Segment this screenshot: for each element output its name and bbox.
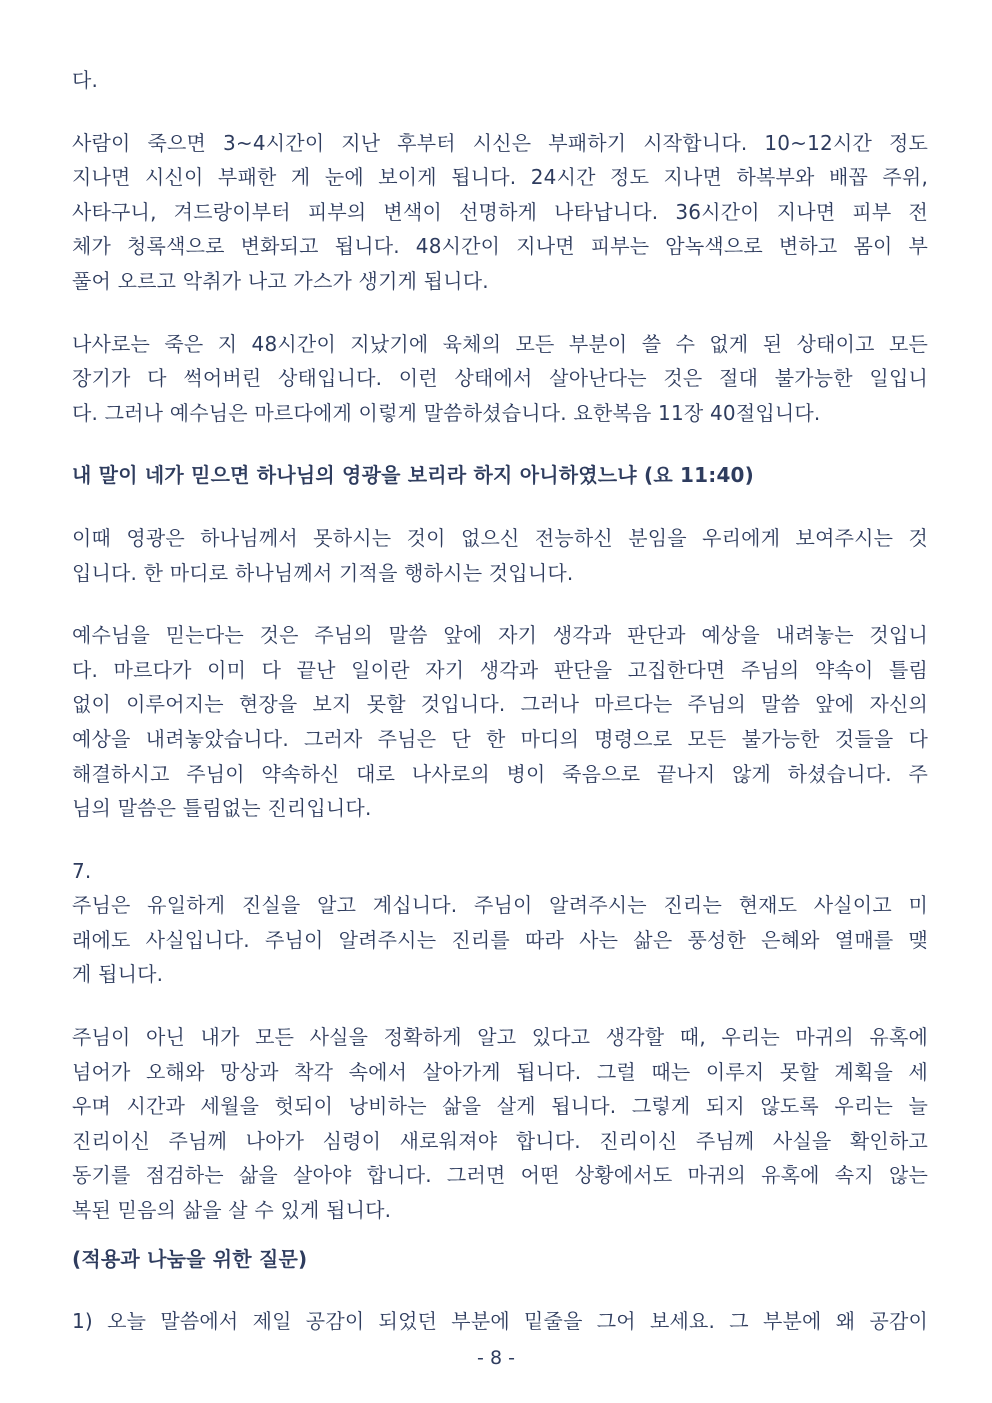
text-line: 진리이신 주님께 나아가 심령이 새로워져야 합니다. 진리이신 주님께 사실을 확인하고 (72, 1128, 928, 1153)
text-line: 지나면 시신이 부패한 게 눈에 보이게 됩니다. 24시간 정도 지나면 하복부와 배꼽 주위, (72, 165, 928, 190)
text-line: 해결하시고 주님이 약속하신 대로 나사로의 병이 죽음으로 끝나지 않게 하셨습니다. 주 (72, 761, 928, 786)
text-line: 래에도 사실입니다. 주님이 알려주시는 진리를 따라 사는 삶은 풍성한 은혜와 열매를 맺 (72, 927, 928, 952)
bible-verse-quote (72, 458, 928, 493)
text-line: 복된 믿음의 삶을 살 수 있게 됩니다. (72, 1198, 392, 1223)
text-line: 다. 그러나 예수님은 마르다에게 이렇게 말씀하셨습니다. 요한복음 11장 40절입니다. (72, 400, 821, 425)
paragraph-decomposition (72, 126, 928, 299)
text-line: 동기를 점검하는 삶을 살아야 합니다. 그러면 어떤 상황에서도 마귀의 유혹에 속지 않는 (72, 1163, 928, 1188)
text-line: 님의 말씀은 틀림없는 진리입니다. (72, 796, 372, 821)
text-line: 장기가 다 썩어버린 상태입니다. 이런 상태에서 살아난다는 것은 절대 불가능한 일입니 (72, 366, 928, 391)
document-page-body (72, 63, 928, 1367)
text-line: 게 됩니다. (72, 962, 164, 987)
text-line: 다. 마르다가 이미 다 끝난 일이란 자기 생각과 판단을 고집한다면 주님의 약속이 틀림 (72, 657, 928, 682)
text-line: 이때 영광은 하나님께서 못하시는 것이 없으신 전능하신 분임을 우리에게 보여주시는 것 (72, 525, 928, 550)
text-line: 입니다. 한 마디로 하나님께서 기적을 행하시는 것입니다. (72, 560, 574, 585)
paragraph-believing (72, 618, 928, 826)
section-number-text: 7. (72, 858, 92, 883)
text-line: 주님은 유일하게 진실을 알고 계십니다. 주님이 알려주시는 진리는 현재도 사실이고 미 (72, 893, 928, 918)
page-number: - 8 - (477, 1347, 515, 1369)
section-number (72, 854, 928, 889)
text-line: 1) 오늘 말씀에서 제일 공감이 되었던 부분에 밑줄을 그어 보세요. 그 부분에 왜 공감이 (72, 1309, 928, 1334)
text-line: 주님이 아닌 내가 모든 사실을 정확하게 알고 있다고 생각할 때, 우리는 마귀의 유혹에 (72, 1025, 928, 1050)
paragraph-deception (72, 1020, 928, 1228)
text-line: 사람이 죽으면 3~4시간이 지난 후부터 시신은 부패하기 시작합니다. 10~12시간 정도 (72, 130, 928, 155)
text-line: 체가 청록색으로 변화되고 됩니다. 48시간이 지나면 피부는 암녹색으로 변하고 몸이 부 (72, 234, 928, 259)
question-1 (72, 1304, 928, 1339)
text-line: 사타구니, 겨드랑이부터 피부의 변색이 선명하게 나타납니다. 36시간이 지나면 피부 전 (72, 199, 928, 224)
text-line: 없이 이루어지는 현장을 보지 못할 것입니다. 그러나 마르다는 주님의 말씀 앞에 자신의 (72, 692, 928, 717)
text-line: 예상을 내려놓았습니다. 그러자 주님은 단 한 마디의 명령으로 모든 불가능한 것들을 다 (72, 726, 928, 751)
verse-text: 내 말이 네가 믿으면 하나님의 영광을 보리라 하지 아니하였느냐 (요 11:40) (72, 463, 755, 488)
text-line: 예수님을 믿는다는 것은 주님의 말씀 앞에 자기 생각과 판단과 예상을 내려놓는 것입니 (72, 623, 928, 648)
paragraph-truth (72, 888, 928, 992)
text-line: 다. (72, 68, 99, 92)
questions-heading (72, 1242, 928, 1277)
text-line: 넘어가 오해와 망상과 착각 속에서 살아가게 됩니다. 그럴 때는 이루지 못할 계획을 세 (72, 1059, 928, 1084)
text-line: 우며 시간과 세월을 헛되이 낭비하는 삶을 살게 됩니다. 그렇게 되지 않도록 우리는 늘 (72, 1094, 928, 1119)
paragraph-lazarus-state (72, 327, 928, 431)
paragraph-glory (72, 521, 928, 590)
paragraph-continuation (72, 63, 928, 98)
text-line: 나사로는 죽은 지 48시간이 지났기에 육체의 모든 부분이 쓸 수 없게 된 상태이고 모든 (72, 331, 928, 356)
text-line: 풀어 오르고 악취가 나고 가스가 생기게 됩니다. (72, 268, 489, 293)
questions-heading-text: (적용과 나눔을 위한 질문) (72, 1246, 308, 1271)
